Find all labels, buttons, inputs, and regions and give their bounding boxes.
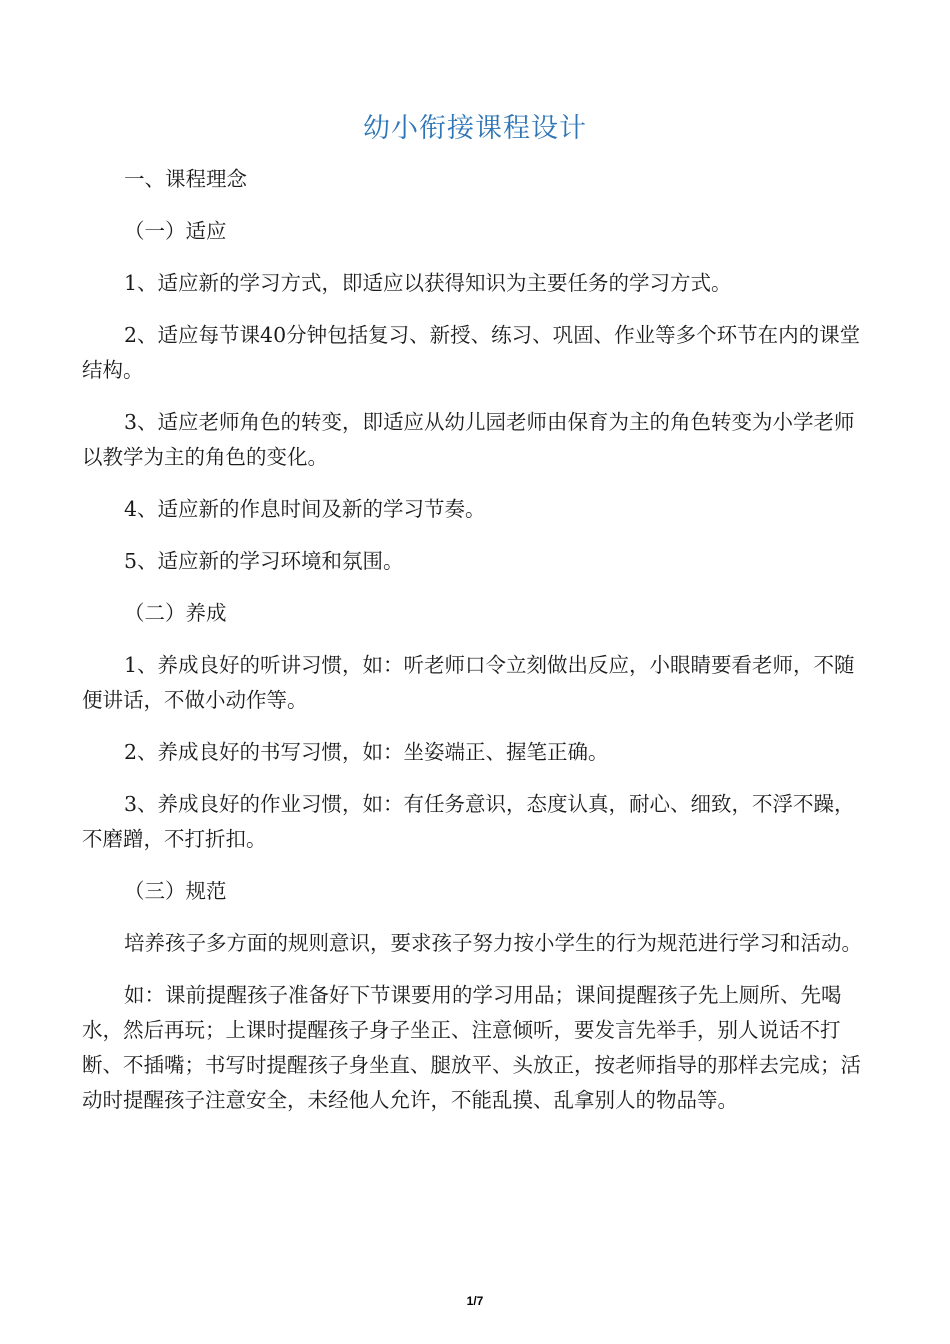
paragraph: 1、适应新的学习方式，即适应以获得知识为主要任务的学习方式。 bbox=[124, 271, 732, 295]
paragraph: 2、适应每节课40分钟包括复习、新授、练习、巩固、作业等多个环节在内的课堂结构。 bbox=[82, 323, 861, 382]
subsection-heading: （一）适应 bbox=[124, 219, 227, 243]
paragraph: 2、养成良好的书写习惯，如：坐姿端正、握笔正确。 bbox=[124, 740, 609, 764]
paragraph: 3、养成良好的作业习惯，如：有任务意识，态度认真，耐心、细致，不浮不躁，不磨蹭，不打折扣。 bbox=[82, 792, 855, 851]
page-number: 1/7 bbox=[466, 1294, 484, 1308]
paragraph: 如：课前提醒孩子准备好下节课要用的学习用品；课间提醒孩子先上厕所、先喝水，然后再玩；上课时提醒孩子身子坐正、注意倾听，要发言先举手，别人说话不打断、不插嘴；书写时提醒孩子身坐直、腿放平、头放正，按老师指导的那样去完成；活动时提醒孩子注意安全，未经他人允许，不能乱摸、乱拿别人的物品等。 bbox=[82, 983, 861, 1112]
subsection-heading: （二）养成 bbox=[124, 601, 227, 625]
paragraph: 4、适应新的作息时间及新的学习节奏。 bbox=[124, 497, 486, 521]
section-heading: 一、课程理念 bbox=[124, 167, 247, 191]
paragraph: 3、适应老师角色的转变，即适应从幼儿园老师由保育为主的角色转变为小学老师以教学为主的角色的变化。 bbox=[82, 410, 855, 469]
subsection-heading: （三）规范 bbox=[124, 879, 227, 903]
paragraph: 1、养成良好的听讲习惯，如：听老师口令立刻做出反应，小眼睛要看老师，不随便讲话，不做小动作等。 bbox=[82, 653, 855, 712]
paragraph: 5、适应新的学习环境和氛围。 bbox=[124, 549, 404, 573]
document-body bbox=[82, 162, 872, 1135]
paragraph: 培养孩子多方面的规则意识，要求孩子努力按小学生的行为规范进行学习和活动。 bbox=[124, 931, 862, 955]
document-title: 幼小衔接课程设计 bbox=[363, 113, 587, 144]
